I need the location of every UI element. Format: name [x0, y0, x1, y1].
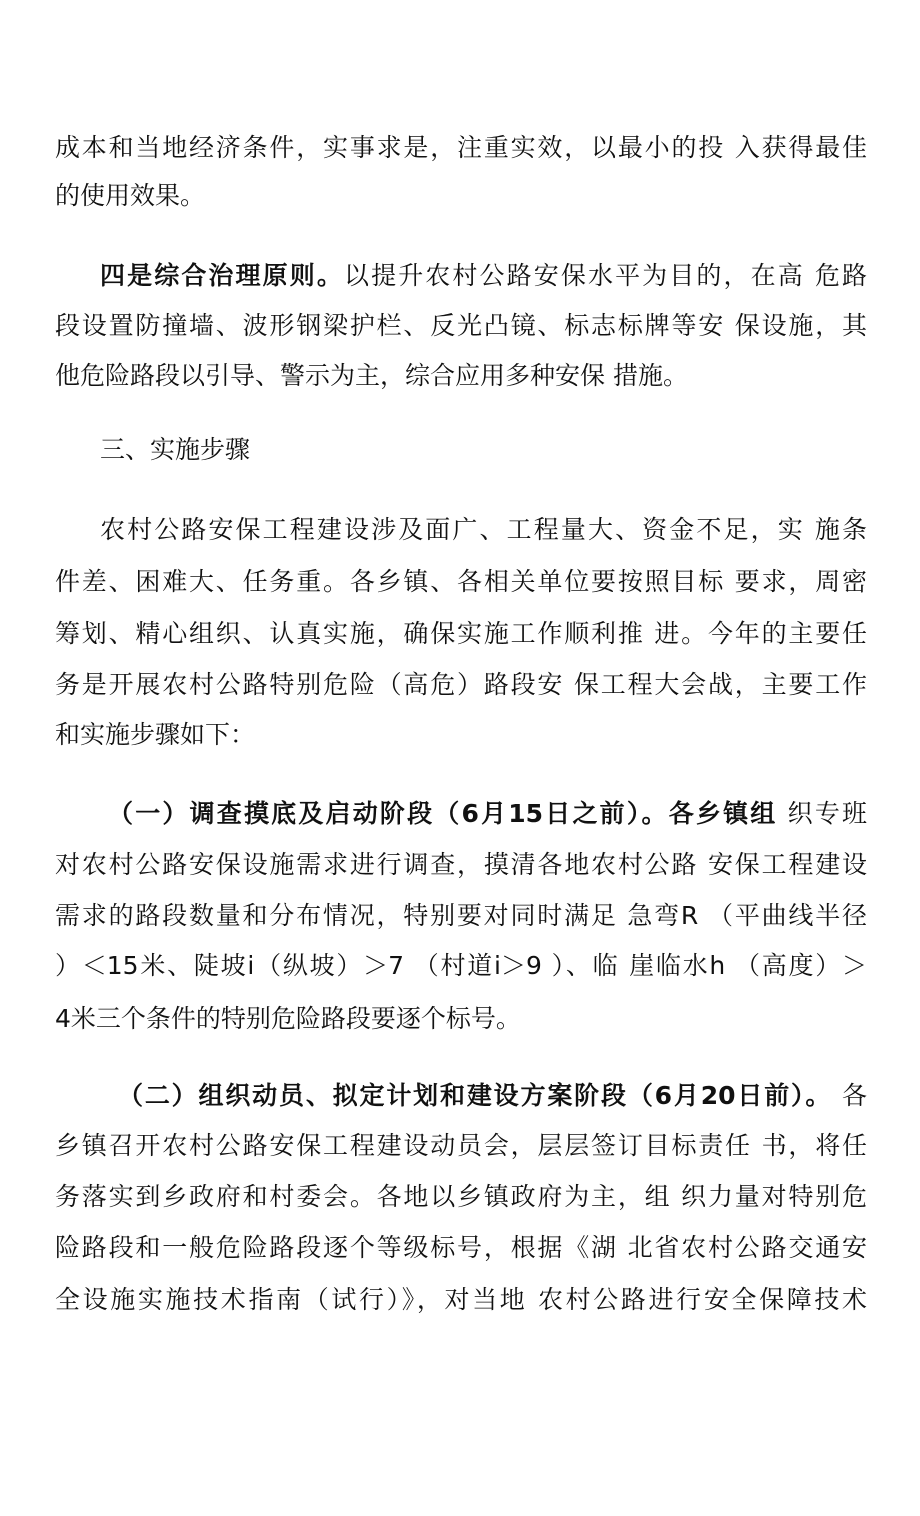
- paragraph-1-line-2: 的使用效果。: [55, 181, 206, 210]
- paragraph-2-line-2: 段设置防撞墙、波形钢梁护栏、反光凸镜、标志标牌等安 保设施，其: [55, 311, 867, 340]
- paragraph-5-line-5: 全设施实施技术指南（试行）》，对当地 农村公路进行安全保障技术: [55, 1285, 867, 1314]
- paragraph-3-line-1: 农村公路安保工程建设涉及面广、工程量大、资金不足，实 施条: [100, 515, 867, 544]
- paragraph-3-line-4: 务是开展农村公路特别危险（高危）路段安 保工程大会战，主要工作: [55, 670, 867, 699]
- paragraph-2-line-3: 他危险路段以引导、警示为主，综合应用多种安保 措施。: [55, 361, 688, 390]
- paragraph-4-bold-lead: （一）调查摸底及启动阶段（6月15日之前）。各乡镇组: [108, 799, 778, 828]
- paragraph-4-line-4: ）＜15米、陡坡i（纵坡）＞7 （村道i＞9 ）、临 崖临水h （高度）＞: [55, 951, 867, 980]
- paragraph-5-line-3: 务落实到乡政府和村委会。各地以乡镇政府为主，组 织力量对特别危: [55, 1182, 867, 1211]
- section-heading: 三、实施步骤: [100, 435, 251, 464]
- paragraph-5-line-1-rest: 各: [832, 1081, 867, 1110]
- paragraph-2-line-1: [100, 256, 867, 296]
- paragraph-4-line-1: [108, 794, 867, 834]
- paragraph-3-line-5: 和实施步骤如下：: [55, 720, 256, 749]
- paragraph-4-line-2: 对农村公路安保设施需求进行调查，摸清各地农村公路 安保工程建设: [55, 850, 867, 879]
- paragraph-3-line-2: 件差、困难大、任务重。各乡镇、各相关单位要按照目标 要求，周密: [55, 567, 867, 596]
- paragraph-1-line-1: 成本和当地经济条件，实事求是，注重实效，以最小的投 入获得最佳: [55, 133, 867, 162]
- paragraph-5-bold-lead: （二）组织动员、拟定计划和建设方案阶段（6月20日前）。: [118, 1081, 833, 1110]
- paragraph-4-line-5: 4米三个条件的特别危险路段要逐个标号。: [55, 1004, 521, 1033]
- paragraph-5-line-2: 乡镇召开农村公路安保工程建设动员会，层层签订目标责任 书，将任: [55, 1131, 867, 1160]
- paragraph-4-line-1-rest: 织专班: [777, 799, 867, 828]
- paragraph-5-line-4: 险路段和一般危险路段逐个等级标号，根据《湖 北省农村公路交通安: [55, 1233, 867, 1262]
- paragraph-3-line-3: 筹划、精心组织、认真实施，确保实施工作顺利推 进。今年的主要任: [55, 619, 867, 648]
- paragraph-4-line-3: 需求的路段数量和分布情况，特别要对同时满足 急弯R （平曲线半径: [55, 901, 867, 930]
- paragraph-5-line-1: [118, 1076, 867, 1116]
- paragraph-2-line-1-rest: 以提升农村公路安保水平为目的，在高 危路: [343, 261, 867, 290]
- paragraph-2-bold-lead: 四是综合治理原则。: [100, 261, 344, 290]
